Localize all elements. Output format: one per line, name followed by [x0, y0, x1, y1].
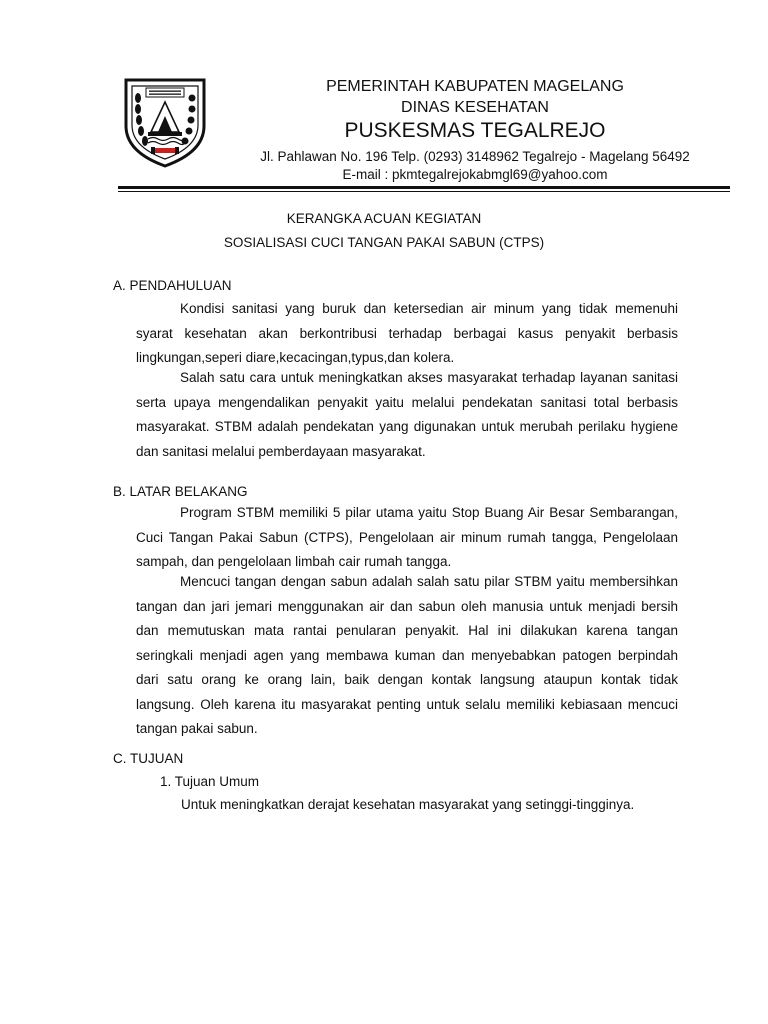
government-name: PEMERINTAH KABUPATEN MAGELANG	[326, 78, 624, 95]
department-name: DINAS KESEHATAN	[401, 99, 549, 116]
document-title: KERANGKA ACUAN KEGIATAN	[286, 211, 482, 226]
kabupaten-magelang-emblem-logo	[118, 76, 212, 168]
section-b-paragraph-2: Mencuci tangan dengan sabun adalah salah satu pilar STBM yaitu membersihkan tangan dan jari jemari menggunakan air dan sabun oleh manusia untuk menjadi bersih dan memutuskan mata rantai penularan penyakit. Hal ini dilakukan karena tangan seringkali menjadi agen yang membawa kuman dan menyebabkan patogen berpindah dari satu orang ke orang lain, baik dengan kontak langsung ataupun kontak tidak langsung. Oleh karena itu masyarakat penting untuk selalu memiliki kebiasaan mencuci tangan pakai sabun.	[136, 574, 678, 736]
section-b-heading: B. LATAR BELAKANG	[113, 484, 248, 499]
section-c-item-1-text: Untuk meningkatkan derajat kesehatan masyarakat yang setinggi-tingginya.	[181, 797, 635, 812]
institution-email: E-mail : pkmtegalrejokabmgl69@yahoo.com	[342, 167, 608, 182]
section-a-paragraph-2: Salah satu cara untuk meningkatkan akses masyarakat terhadap layanan sanitasi serta upaya mengendalikan penyakit yaitu melalui pendekatan sanitasi total berbasis masyarakat. STBM adalah pendekatan yang digunakan untuk merubah perilaku hygiene dan sanitasi melalui pemberdayaan masyarakat.	[136, 370, 678, 459]
letterhead-divider-thin	[118, 191, 730, 192]
section-b-paragraph-1: Program STBM memiliki 5 pilar utama yaitu Stop Buang Air Besar Sembarangan, Cuci Tangan Pakai Sabun (CTPS), Pengelolaan air minum rumah tangga, Pengelolaan sampah, dan pengelolaan limbah cair rumah tangga.	[136, 505, 678, 569]
section-a-paragraph-1: Kondisi sanitasi yang buruk dan ketersedian air minum yang tidak memenuhi syarat kesehatan akan berkontribusi terhadap berbagai kasus penyakit berbasis lingkungan,seperi diare,kecacingan,typus,dan kolera.	[136, 301, 678, 365]
section-c-heading: C. TUJUAN	[113, 751, 184, 766]
institution-address: Jl. Pahlawan No. 196 Telp. (0293) 3148962 Tegalrejo - Magelang 56492	[260, 149, 690, 164]
institution-name: PUSKESMAS TEGALREJO	[344, 119, 606, 142]
section-c-item-1-label: 1. Tujuan Umum	[160, 774, 260, 789]
document-subtitle: SOSIALISASI CUCI TANGAN PAKAI SABUN (CTPS)	[223, 235, 545, 250]
letterhead	[220, 76, 730, 183]
section-a-heading: A. PENDAHULUAN	[113, 278, 232, 293]
letterhead-divider-thick	[118, 186, 730, 189]
